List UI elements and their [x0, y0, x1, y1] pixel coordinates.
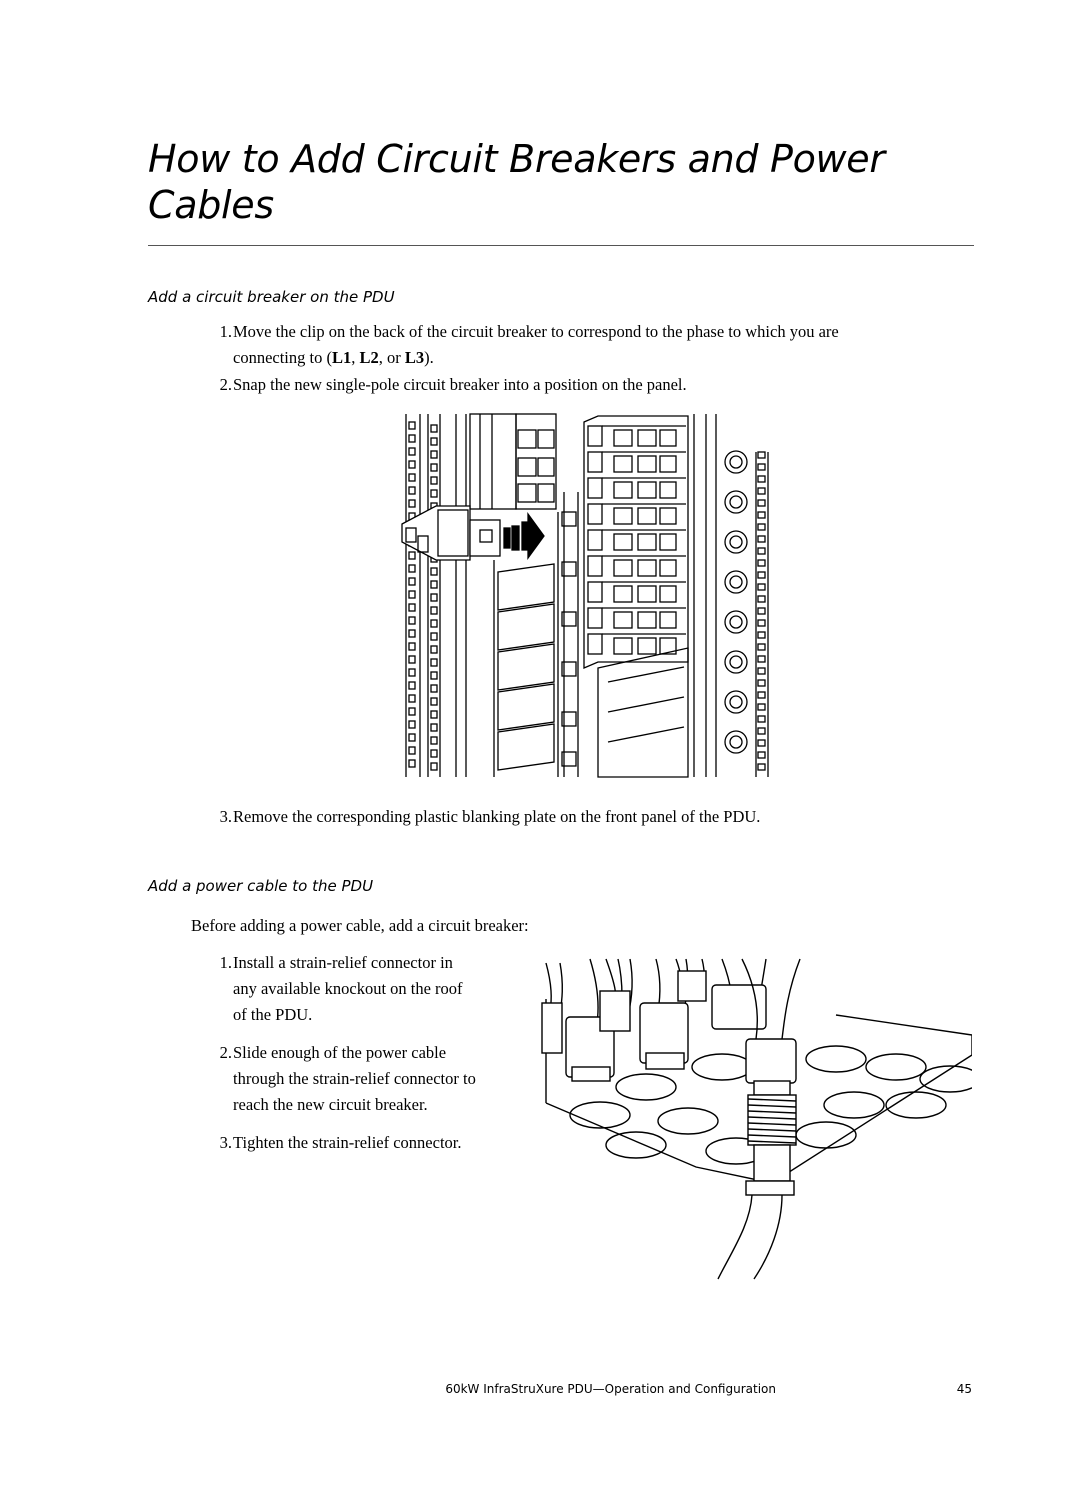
rail-slot	[758, 500, 765, 506]
rail-slot	[409, 500, 415, 507]
step-line: Install a strain-relief connector in	[233, 953, 453, 972]
rail-slot	[758, 740, 765, 746]
step-text	[233, 1040, 533, 1118]
roof-knockout	[824, 1092, 884, 1118]
section-heading-text: Add a circuit breaker on the PDU	[148, 288, 395, 306]
rail-knockout	[725, 651, 747, 673]
rail-slot	[431, 646, 437, 653]
rail-slot	[409, 422, 415, 429]
section-heading-text: Add a power cable to the PDU	[148, 877, 374, 895]
right-rail	[694, 414, 768, 777]
rail-knockout-inner	[730, 736, 742, 748]
background-connectors	[542, 959, 766, 1081]
rail-knockout	[725, 611, 747, 633]
rail-slot	[431, 737, 437, 744]
step-3	[208, 804, 968, 830]
step-line: through the strain-relief connector to	[233, 1069, 476, 1088]
rail-slot	[431, 698, 437, 705]
rail-slot	[409, 656, 415, 663]
roof-knockout	[570, 1102, 630, 1128]
roof-knockout	[692, 1054, 752, 1080]
rail-slot	[431, 477, 437, 484]
step-2	[208, 372, 968, 398]
rail-slot	[758, 572, 765, 578]
title-rule	[148, 245, 974, 246]
page-number	[900, 1381, 972, 1397]
rail-slot	[758, 512, 765, 518]
rail-slot	[758, 536, 765, 542]
section-heading-circuit-breaker	[148, 287, 395, 307]
rail-slot	[758, 764, 765, 770]
rail-slot	[758, 548, 765, 554]
cable-step-3	[208, 1130, 528, 1156]
intro-text: Before adding a power cable, add a circuit breaker:	[191, 916, 529, 935]
circuit-breaker-panel-illustration	[398, 412, 774, 782]
rail-slot	[409, 695, 415, 702]
rail-slot	[758, 704, 765, 710]
existing-breakers-left	[470, 414, 556, 509]
sep-1: ,	[351, 348, 360, 367]
rail-slot	[409, 760, 415, 767]
step-line: Slide enough of the power cable	[233, 1043, 447, 1062]
rail-slot	[758, 728, 765, 734]
step-text: Snap the new single-pole circuit breaker into a position on the panel.	[233, 375, 687, 394]
rail-slot	[409, 643, 415, 650]
roof-knockout	[606, 1132, 666, 1158]
step-text	[233, 950, 533, 1028]
rail-slot	[409, 669, 415, 676]
busbar-clips	[562, 492, 578, 777]
rail-knockout	[725, 531, 747, 553]
rail-slot	[431, 659, 437, 666]
rail-slot	[409, 630, 415, 637]
rail-knockout-inner	[730, 656, 742, 668]
rail-knockout	[725, 691, 747, 713]
new-breaker	[402, 506, 500, 560]
rail-knockout	[725, 731, 747, 753]
phase-l3: L3	[404, 348, 425, 367]
rail-slot	[431, 750, 437, 757]
step-text-line2-post: ).	[424, 348, 434, 367]
rail-slot	[409, 747, 415, 754]
rail-slot	[431, 724, 437, 731]
rail-slot	[431, 633, 437, 640]
rail-slot	[758, 524, 765, 530]
sep-2: , or	[378, 348, 405, 367]
phase-l1: L1	[331, 348, 352, 367]
rail-slot	[758, 464, 765, 470]
rail-slot	[758, 596, 765, 602]
section-heading-power-cable	[148, 876, 373, 896]
rail-slot	[758, 608, 765, 614]
rail-slot	[409, 461, 415, 468]
footer-title-text: 60kW InfraStruXure PDU—Operation and Configuration	[445, 1382, 776, 1396]
rail-slot	[409, 565, 415, 572]
rail-slot	[431, 594, 437, 601]
rail-slot	[409, 591, 415, 598]
rail-slot	[409, 448, 415, 455]
rail-slot	[431, 711, 437, 718]
rail-slot	[409, 435, 415, 442]
step-number: 1.	[219, 953, 232, 972]
rail-slot	[758, 584, 765, 590]
rail-slot	[431, 581, 437, 588]
left-rail	[406, 414, 466, 777]
rail-slot	[758, 668, 765, 674]
rail-slot	[758, 716, 765, 722]
cable-step-2	[208, 1040, 528, 1118]
roof-knockout	[616, 1074, 676, 1100]
insert-arrow	[504, 514, 544, 558]
rail-slot	[431, 763, 437, 770]
rail-slot	[758, 644, 765, 650]
rail-slot	[431, 425, 437, 432]
rail-slot	[409, 578, 415, 585]
step-text: Remove the corresponding plastic blanking plate on the front panel of the PDU.	[233, 807, 761, 826]
rail-slot	[758, 488, 765, 494]
strain-relief-connector-illustration	[536, 955, 972, 1285]
rail-knockout	[725, 451, 747, 473]
rail-slot	[431, 672, 437, 679]
roof-knockout	[920, 1066, 972, 1092]
rail-slot	[758, 452, 765, 458]
section-intro	[191, 913, 529, 939]
page-title-text: How to Add Circuit Breakers and Power Cables	[148, 137, 885, 227]
rail-slot	[431, 620, 437, 627]
roof-knockout	[866, 1054, 926, 1080]
rail-slot	[431, 451, 437, 458]
rail-slot	[409, 682, 415, 689]
blanking-plates	[494, 512, 558, 777]
step-number: 1.	[219, 322, 232, 341]
rail-slot	[758, 680, 765, 686]
rail-knockout-inner	[730, 496, 742, 508]
rail-slot	[431, 490, 437, 497]
cable-step-1	[208, 950, 528, 1028]
rail-slot	[431, 464, 437, 471]
rail-knockout-inner	[730, 616, 742, 628]
rail-slot	[758, 620, 765, 626]
step-number: 3.	[219, 807, 232, 826]
rail-slot	[409, 474, 415, 481]
left-rail-slots	[409, 422, 437, 770]
step-text-line1: Move the clip on the back of the circuit breaker to correspond to the phase to which you are	[233, 322, 839, 341]
rail-slot	[758, 632, 765, 638]
step-number: 2.	[219, 375, 232, 394]
footer-title	[400, 1381, 776, 1397]
rail-knockout-inner	[730, 696, 742, 708]
step-line: of the PDU.	[233, 1005, 313, 1024]
rail-slot	[758, 560, 765, 566]
rail-slot	[431, 685, 437, 692]
rail-slot	[758, 476, 765, 482]
step-text: Tighten the strain-relief connector.	[233, 1133, 462, 1152]
roof-knockout	[806, 1046, 866, 1072]
rail-slot	[758, 656, 765, 662]
rail-slot	[409, 552, 415, 559]
rail-slot	[409, 617, 415, 624]
rail-knockout-inner	[730, 456, 742, 468]
rail-knockout-inner	[730, 576, 742, 588]
page-title	[148, 136, 968, 228]
rail-knockout	[725, 491, 747, 513]
rail-slot	[431, 607, 437, 614]
step-line: any available knockout on the roof	[233, 979, 463, 998]
step-text-line2-pre: connecting to (	[233, 348, 332, 367]
page-number-text: 45	[956, 1382, 972, 1396]
step-1	[208, 319, 968, 371]
rail-slot	[758, 692, 765, 698]
rail-knockout-inner	[730, 536, 742, 548]
step-text	[233, 319, 973, 371]
step-line: reach the new circuit breaker.	[233, 1095, 428, 1114]
phase-l2: L2	[359, 348, 379, 367]
roof-knockout	[658, 1108, 718, 1134]
step-number: 2.	[219, 1043, 232, 1062]
rail-slot	[409, 604, 415, 611]
rail-slot	[431, 568, 437, 575]
rail-knockout	[725, 571, 747, 593]
rail-slot	[409, 708, 415, 715]
breaker-stack-right	[584, 416, 688, 777]
rail-slot	[758, 752, 765, 758]
rail-slot	[431, 438, 437, 445]
rail-slot	[409, 487, 415, 494]
rail-slot	[409, 721, 415, 728]
step-number: 3.	[219, 1133, 232, 1152]
rail-slot	[409, 734, 415, 741]
